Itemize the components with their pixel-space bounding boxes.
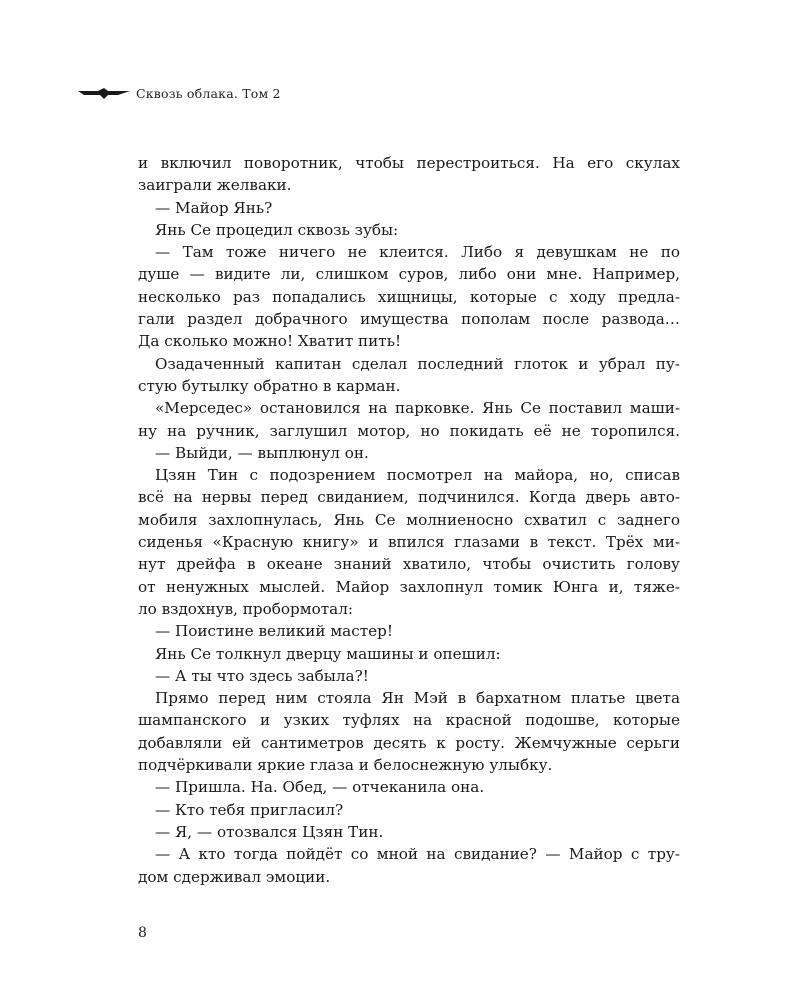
bird-logo-icon	[78, 88, 136, 100]
text-line: — Майор Янь?	[155, 198, 273, 217]
text-line: шампанского и узких туфлях на красной подошве, которые	[138, 711, 680, 730]
text-line: — Выйди, — выплюнул он.	[155, 443, 369, 462]
text-line: и включил поворотник, чтобы перестроиться. На его скулах	[138, 154, 680, 172]
text-line: Озадаченный капитан сделал последний глоток и убрал пу-	[155, 354, 680, 373]
text-line: душе — видите ли, слишком суров, либо они мне. Например,	[138, 265, 680, 284]
text-line: — А ты что здесь забыла?!	[155, 666, 369, 685]
text-line: добавляли ей сантиметров десять к росту. Жемчужные серьги	[138, 733, 680, 752]
text-line: дом сдерживал эмоции.	[138, 867, 331, 886]
book-title: Сквозь облака. Том 2	[136, 86, 281, 101]
text-line: Янь Се процедил сквозь зубы:	[155, 220, 399, 239]
text-line: сиденья «Красную книгу» и впился глазами в текст. Трёх ми-	[138, 533, 680, 552]
text-line: от ненужных мыслей. Майор захлопнул томик Юнга и, тяже-	[138, 577, 680, 596]
text-line: — Пришла. На. Обед, — отчеканила она.	[155, 778, 485, 797]
text-line: стую бутылку обратно в карман.	[138, 376, 401, 395]
text-line: нут дрейфа в океане знаний хватило, чтобы очистить голову	[138, 555, 680, 574]
text-line: ло вздохнув, пробормотал:	[138, 599, 353, 618]
text-line: ну на ручник, заглушил мотор, но покидать её не торопился.	[138, 421, 680, 440]
text-line: Да сколько можно! Хватит пить!	[138, 332, 402, 351]
text-line: Янь Се толкнул дверцу машины и опешил:	[155, 644, 501, 663]
text-line: мобиля захлопнулась, Янь Се молниеносно схватил с заднего	[138, 510, 680, 529]
text-line: «Мерседес» остановился на парковке. Янь Се поставил маши-	[155, 399, 680, 418]
text-line: несколько раз попадались хищницы, которые с ходу предла-	[138, 287, 680, 306]
text-line: — Поистине великий мастер!	[155, 622, 393, 641]
text-line: — Я, — отозвался Цзян Тин.	[155, 822, 384, 841]
text-line: — А кто тогда пойдёт со мной на свидание? — Майор с тру-	[155, 845, 680, 864]
body-text	[138, 152, 680, 888]
page-number: 8	[138, 925, 147, 941]
text-line: подчёркивали яркие глаза и белоснежную улыбку.	[138, 756, 553, 775]
text-line: — Кто тебя пригласил?	[155, 800, 344, 819]
text-line: всё на нервы перед свиданием, подчинился. Когда дверь авто-	[138, 488, 680, 507]
text-line: гали раздел добрачного имущества пополам после развода…	[138, 310, 680, 329]
running-header	[78, 86, 281, 101]
text-line: Прямо перед ним стояла Ян Мэй в бархатном платье цвета	[155, 689, 680, 708]
text-line: — Там тоже ничего не клеится. Либо я девушкам не по	[155, 243, 680, 262]
text-line: заиграли желваки.	[138, 176, 292, 195]
text-line: Цзян Тин с подозрением посмотрел на майора, но, списав	[155, 466, 680, 485]
